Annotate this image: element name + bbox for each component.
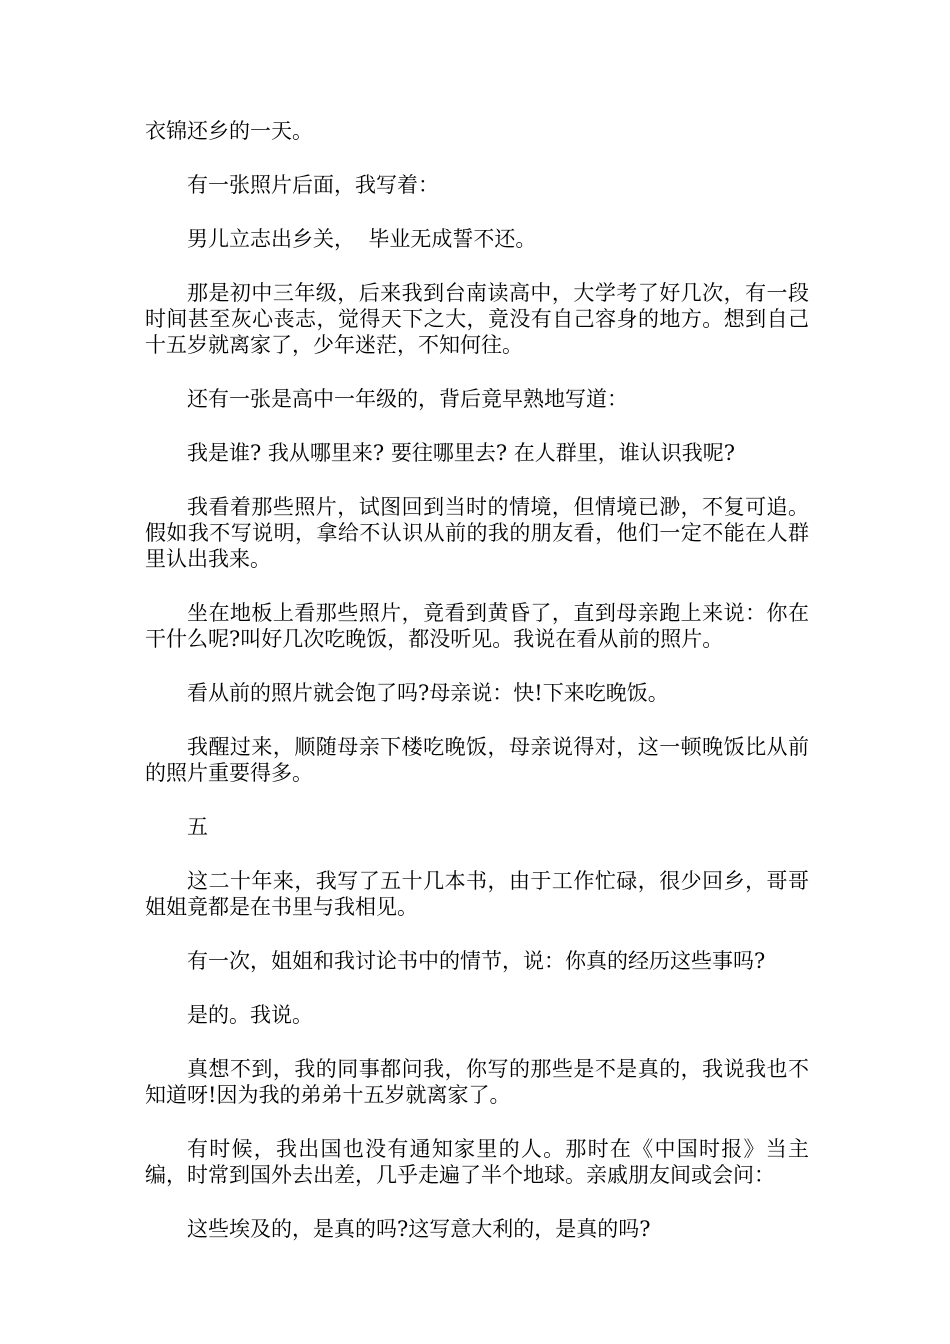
section-heading: 五 bbox=[187, 815, 208, 839]
paragraph-7: 我看着那些照片，试图回到当时的情境，但情境已渺，不复可追。假如我不写说明，拿给不认识从前的我的朋友看，他们一定不能在人群里认出我来。 bbox=[145, 495, 809, 571]
paragraph-12: 这二十年来，我写了五十几本书，由于工作忙碌，很少回乡，哥哥姐姐竟都是在书里与我相见。 bbox=[145, 869, 809, 919]
paragraph-6: 我是谁? 我从哪里来? 要往哪里去? 在人群里，谁认识我呢? bbox=[187, 441, 736, 465]
paragraph-15: 真想不到，我的同事都问我，你写的那些是不是真的，我说我也不知道呀!因为我的弟弟十五岁就离家了。 bbox=[145, 1057, 809, 1107]
paragraph-10: 我醒过来，顺随母亲下楼吃晚饭，母亲说得对，这一顿晚饭比从前的照片重要得多。 bbox=[145, 735, 809, 785]
paragraph-4: 那是初中三年级，后来我到台南读高中，大学考了好几次，有一段时间甚至灰心丧志，觉得天下之大，竟没有自己容身的地方。想到自己十五岁就离家了，少年迷茫，不知何往。 bbox=[145, 281, 809, 357]
paragraph-16: 有时候，我出国也没有通知家里的人。那时在《中国时报》当主编，时常到国外去出差，几乎走遍了半个地球。亲戚朋友间或会问： bbox=[145, 1137, 809, 1187]
document-body bbox=[145, 118, 809, 1270]
paragraph-8: 坐在地板上看那些照片，竟看到黄昏了，直到母亲跑上来说：你在干什么呢?叫好几次吃晚饭，都没听见。我说在看从前的照片。 bbox=[145, 601, 809, 651]
paragraph-17: 这些埃及的，是真的吗?这写意大利的，是真的吗? bbox=[187, 1217, 651, 1241]
paragraph-13: 有一次，姐姐和我讨论书中的情节，说：你真的经历这些事吗? bbox=[187, 949, 766, 973]
paragraph-1: 衣锦还乡的一天。 bbox=[145, 119, 313, 143]
paragraph-2: 有一张照片后面，我写着： bbox=[187, 173, 439, 197]
paragraph-14: 是的。我说。 bbox=[187, 1003, 313, 1027]
paragraph-5: 还有一张是高中一年级的，背后竟早熟地写道： bbox=[187, 387, 628, 411]
paragraph-3: 男儿立志出乡关， 毕业无成誓不还。 bbox=[187, 227, 537, 251]
paragraph-9: 看从前的照片就会饱了吗?母亲说：快!下来吃晚饭。 bbox=[187, 681, 669, 705]
